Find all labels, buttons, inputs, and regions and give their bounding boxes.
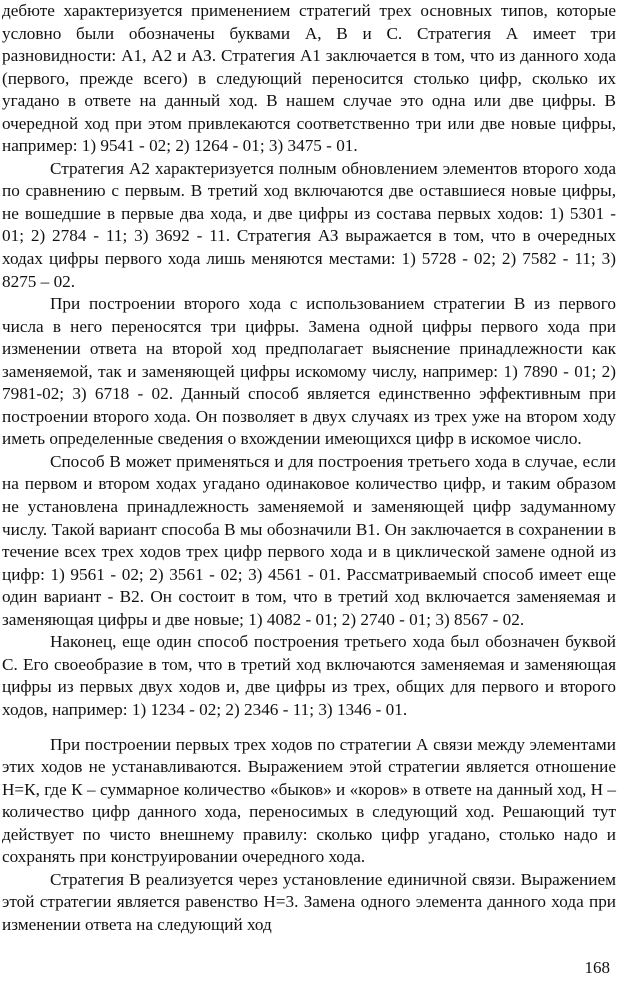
paragraph-6: При построении первых трех ходов по стратегии А связи между элементами этих ходов не устанавливаются. Выражением этой стратегии является отношение Н=К, где К – суммарное количество «быков» и «коров» в ответе на данный ход, Н – количество цифр данного хода, переносимых в следующий ход. Решающий тут действует по чисто внешнему правилу: сколько цифр угадано, столько надо и сохранять при конструировании очередного хода. xyxy=(2,734,616,867)
body-text xyxy=(2,0,616,936)
paragraph-5: Наконец, еще один способ построения третьего хода был обозначен буквой С. Его своеобразие в том, что в третий ход включаются заменяемая и заменяющая цифры из первых двух ходов и, две цифры из трех, общих для первого и второго ходов, например: 1) 1234 - 02; 2) 2346 - 11; 3) 1346 - 01. xyxy=(2,632,616,719)
paragraph-7: Стратегия В реализуется через установление единичной связи. Выражением этой стратегии является равенство Н=3. Замена одного элемента данного хода при изменении ответа на следующий ход xyxy=(2,869,616,934)
paragraph-2: Стратегия А2 характеризуется полным обновлением элементов второго хода по сравнению с первым. В третий ход включаются две оставшиеся новые цифры, не вошедшие в первые два хода, и две цифры из состава первых ходов: 1) 5301 - 01; 2) 2784 - 11; 3) 3692 - 11. Стратегия АЗ выражается в том, что в очередных ходах цифры первого хода лишь меняются местами: 1) 5728 - 02; 2) 7582 - 11; 3) 8275 – 02. xyxy=(2,158,616,291)
paragraph-4: Способ В может применяться и для построения третьего хода в случае, если на первом и втором ходах угадано одинаковое количество цифр, и таким образом не установлена принадлежность заменяемой и заменяющей цифр задуманному числу. Такой вариант способа В мы обозначили В1. Он заключается в сохранении в течение всех трех ходов трех цифр первого хода и в циклической замене одной из цифр: 1) 9561 - 02; 2) 3561 - 02; 3) 4561 - 01. Рассматриваемый способ имеет еще один вариант - В2. Он состоит в том, что в третий ход включается заменяемая и заменяющая цифры и две новые; 1) 4082 - 01; 2) 2740 - 01; 3) 8567 - 02. xyxy=(2,451,616,629)
page-number: 168 xyxy=(584,958,610,977)
paragraph-3: При построении второго хода с использованием стратегии В из первого числа в него переносятся три цифры. Замена одной цифры первого хода при изменении ответа на второй ход предполагает выяснение принадлежности как заменяемой, так и заменяющей цифры искомому числу, например: 1) 7890 - 01; 2) 7981-02; 3) 6718 - 02. Данный способ является единственно эффективным при построении второго хода. Он позволяет в двух случаях из трех уже на втором ходу иметь определенные сведения о вхождении имеющихся цифр в искомое число. xyxy=(2,294,616,449)
paragraph-1: дебюте характеризуется применением стратегий трех основных типов, которые условно были обозначены буквами А, В и С. Стратегия А имеет три разновидности: А1, А2 и АЗ. Стратегия А1 заключается в том, что из данного хода (первого, прежде всего) в следующий переносится столько цифр, сколько их угадано в ответе на данный ход. В нашем случае это одна или две цифры. В очередной ход при этом привлекаются соответственно три или две новые цифры, например: 1) 9541 - 02; 2) 1264 - 01; 3) 3475 - 01. xyxy=(2,1,616,156)
